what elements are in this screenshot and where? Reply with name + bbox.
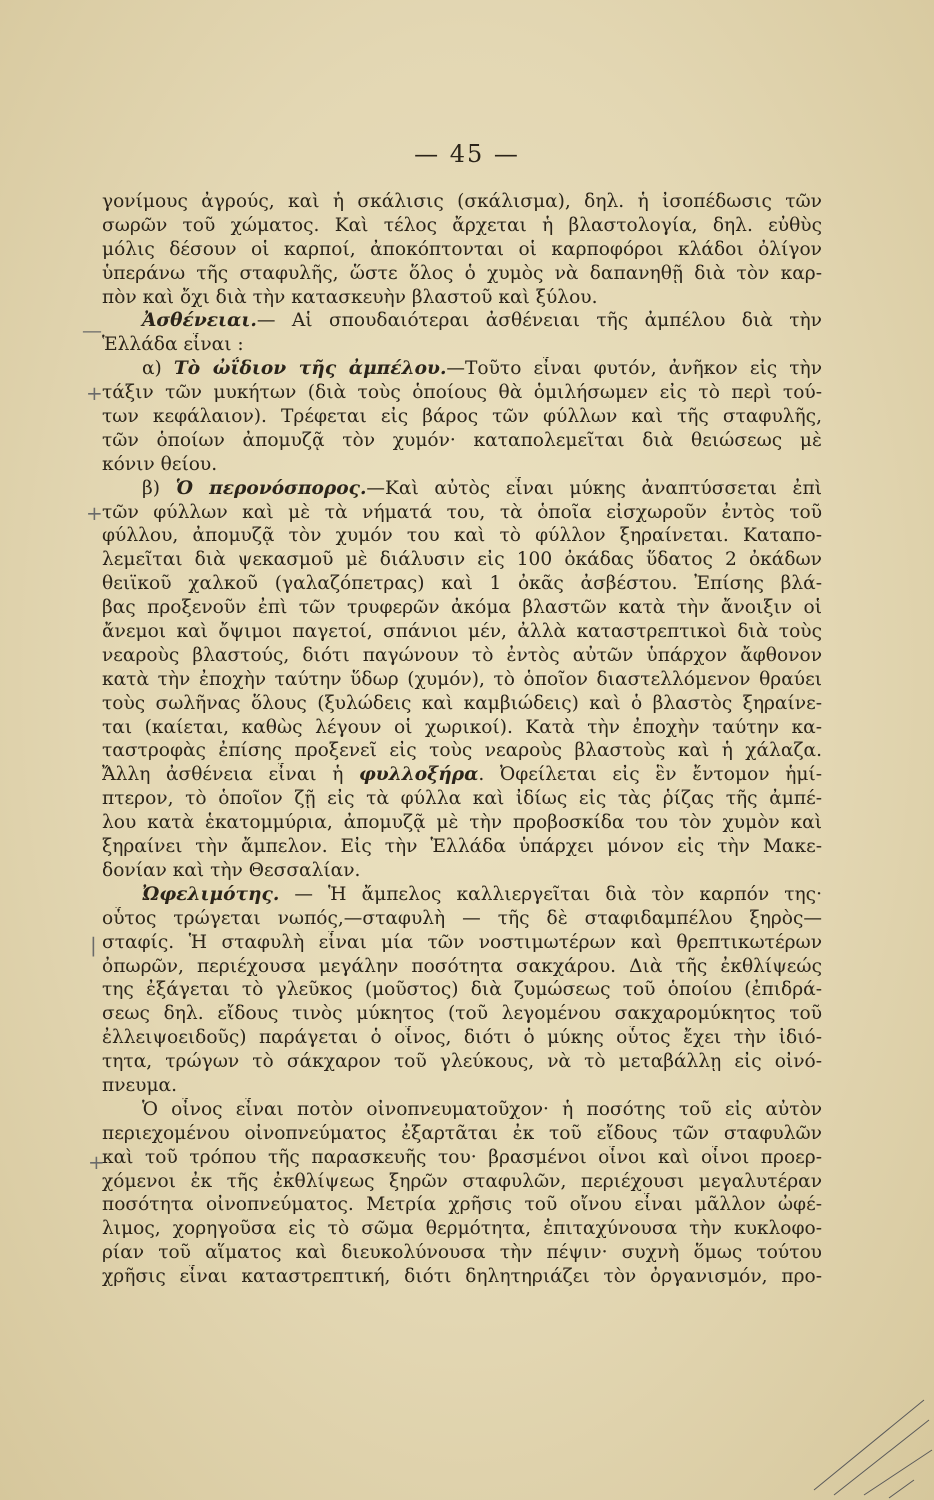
text-line xyxy=(102,1026,822,1050)
line-text: ποσότητα οἰνοπνεύματος. Μετρία χρῆσις τοῦ οἴνου εἶναι μᾶλλον ὠφέ- xyxy=(102,1194,822,1216)
section-heading: Τὸ ὠΐδιον τῆς ἀμπέλου. xyxy=(173,358,447,380)
text-line xyxy=(102,763,822,787)
line-text: ται (καίεται, καθὼς λέγουν οἱ χωρικοί). Κατὰ τὴν ἐποχὴν ταύτην κα- xyxy=(102,716,822,738)
line-text: ὀπωρῶν, περιέχουσα μεγάλην ποσότητα σακχάρου. Διὰ τῆς ἐκθλίψεώς xyxy=(102,955,822,977)
line-text: τῶν ὁποίων ἀπομυζᾷ τὸν χυμόν· καταπολεμεῖται διὰ θειώσεως μὲ xyxy=(102,429,822,451)
text-line xyxy=(102,787,822,811)
line-text: των κεφάλαιον). Τρέφεται εἰς βάρος τῶν φύλλων καὶ τῆς σταφυλῆς, xyxy=(102,406,822,428)
line-text: σωρῶν τοῦ χώματος. Καὶ τέλος ἄρχεται ἡ βλαστολογία, δηλ. εὐθὺς xyxy=(102,214,822,236)
line-text: Ὁ οἶνος εἶναι ποτὸν οἰνοπνευματοῦχον· ἡ ποσότης τοῦ εἰς αὐτὸν xyxy=(142,1098,822,1120)
line-text: πνευμα. xyxy=(102,1074,178,1096)
pencil-scribble-corner xyxy=(794,1380,934,1500)
text-line xyxy=(102,190,822,214)
line-text: θειϊκοῦ χαλκοῦ (γαλαζόπετρας) καὶ 1 ὀκᾶς ἀσβέστου. Ἐπίσης βλά- xyxy=(102,573,822,595)
text-line xyxy=(102,238,822,262)
text-line xyxy=(102,1265,822,1289)
line-text: της ἐξάγεται τὸ γλεῦκος (μοῦστος) διὰ ζυμώσεως τοῦ ὁποίου (ἐπιδρά- xyxy=(102,979,822,1001)
line-text: σεως δηλ. εἴδους τινὸς μύκητος (τοῦ λεγομένου σακχαρομύκητος τοῦ xyxy=(102,1003,822,1025)
text-line xyxy=(102,811,822,835)
text-line xyxy=(102,668,822,692)
pencil-mark: — xyxy=(82,318,102,342)
line-text: Ἄλλη ἀσθένεια εἶναι ἡ xyxy=(102,764,359,786)
text-line xyxy=(102,596,822,620)
line-text: τοὺς σωλῆνας ὅλους (ξυλώδεις καὶ καμβιώδεις) καὶ ὁ βλαστὸς ξηραίνε- xyxy=(102,692,822,714)
line-text: πὸν καὶ ὄχι διὰ τὴν κατασκευὴν βλαστοῦ καὶ ξύλου. xyxy=(102,286,598,308)
text-line xyxy=(102,572,822,596)
text-line xyxy=(102,453,822,477)
text-line xyxy=(102,262,822,286)
emphasized-term: φυλλοξήρα xyxy=(358,764,479,786)
line-text: — Αἱ σπουδαιότεραι ἀσθένειαι τῆς ἀμπέλου διὰ τὴν xyxy=(256,310,822,332)
line-text: —Τοῦτο εἶναι φυτόν, ἀνῆκον εἰς τὴν xyxy=(446,358,822,380)
text-line xyxy=(102,1146,822,1170)
line-text: λου κατὰ ἑκατομμύρια, ἀπομυζᾷ μὲ τὴν προβοσκίδα του τὸν χυμὸν καὶ xyxy=(102,812,822,834)
text-line xyxy=(102,1050,822,1074)
text-line xyxy=(102,620,822,644)
pencil-mark: + xyxy=(88,1150,105,1174)
line-text: χρῆσις εἶναι καταστρεπτική, διότι δηλητηριάζει τὸν ὀργανισμόν, προ- xyxy=(102,1266,822,1288)
line-text: νεαροὺς βλαστούς, διότι παγώνουν τὸ ἐντὸς αὐτῶν ὑπάρχον ἄφθονον xyxy=(102,644,822,666)
section-heading: Ὁ περονόσπορος. xyxy=(175,477,367,499)
line-text: —Καὶ αὐτὸς εἶναι μύκης ἀναπτύσσεται ἐπὶ xyxy=(366,477,822,499)
line-text: δονίαν καὶ τὴν Θεσσαλίαν. xyxy=(102,859,361,881)
text-line xyxy=(102,1193,822,1217)
text-line xyxy=(102,1170,822,1194)
text-line xyxy=(102,835,822,859)
text-line xyxy=(102,1122,822,1146)
line-text: λιμος, χορηγοῦσα εἰς τὸ σῶμα θερμότητα, ἐπιταχύνουσα τὴν κυκλοφο- xyxy=(102,1218,822,1240)
line-text: φύλλου, ἀπομυζᾷ τὸν χυμόν του καὶ τὸ φύλλον ξηραίνεται. Καταπο- xyxy=(102,525,822,547)
text-line xyxy=(102,644,822,668)
text-line xyxy=(102,739,822,763)
line-text: Ἑλλάδα εἶναι : xyxy=(102,334,244,356)
text-line xyxy=(102,716,822,740)
line-text: πτερον, τὸ ὁποῖον ζῇ εἰς τὰ φύλλα καὶ ἰδίως εἰς τὰς ῥίζας τῆς ἀμπέ- xyxy=(102,788,822,810)
line-text: — Ἡ ἄμπελος καλλιεργεῖται διὰ τὸν καρπόν της· xyxy=(279,883,822,905)
text-line xyxy=(102,333,822,357)
text-line xyxy=(102,381,822,405)
text-line xyxy=(102,1098,822,1122)
line-text: περιεχομένου οἰνοπνεύματος ἐξαρτᾶται ἐκ τοῦ εἴδους τῶν σταφυλῶν xyxy=(102,1122,822,1144)
line-text: ξηραίνει τὴν ἄμπελον. Εἰς τὴν Ἑλλάδα ὑπάρχει μόνον εἰς τὴν Μακε- xyxy=(102,836,822,858)
text-line xyxy=(102,524,822,548)
pencil-mark: + xyxy=(86,501,103,525)
text-line xyxy=(102,357,822,381)
text-line xyxy=(102,978,822,1002)
line-text: βας προξενοῦν ἐπὶ τῶν τρυφερῶν ἀκόμα βλαστῶν κατὰ τὴν ἄνοιξιν οἱ xyxy=(102,597,822,619)
page-number: — 45 — xyxy=(414,140,520,168)
text-line xyxy=(102,907,822,931)
line-text: ταστροφὰς ἐπίσης προξενεῖ εἰς τοὺς νεαροὺς βλαστοὺς καὶ ἡ χάλαζα. xyxy=(102,740,822,762)
line-text: τάξιν τῶν μυκήτων (διὰ τοὺς ὁποίους θὰ ὁμιλήσωμεν εἰς τὸ περὶ τού- xyxy=(102,382,822,404)
pencil-mark: + xyxy=(86,381,103,405)
line-text: κατὰ τὴν ἐποχὴν ταύτην ὕδωρ (χυμόν), τὸ ὁποῖον διαστελλόμενον θραύει xyxy=(102,668,822,690)
text-line xyxy=(102,429,822,453)
section-heading: Ὠφελιμότης. xyxy=(142,883,280,905)
line-text: σταφίς. Ἡ σταφυλὴ εἶναι μία τῶν νοστιμωτέρων καὶ θρεπτικωτέρων xyxy=(102,931,822,953)
line-text: τῶν φύλλων καὶ μὲ τὰ νήματά του, τὰ ὁποῖα εἰσχωροῦν ἐντὸς τοῦ xyxy=(102,501,822,523)
text-line xyxy=(102,931,822,955)
text-line xyxy=(102,1002,822,1026)
list-marker: β) xyxy=(142,477,176,499)
text-line xyxy=(102,1217,822,1241)
text-line xyxy=(102,1241,822,1265)
text-line xyxy=(102,692,822,716)
text-line xyxy=(102,477,822,501)
line-text: ἐλλειψοειδοῦς) παράγεται ὁ οἶνος, διότι ὁ μύκης οὗτος ἔχει τὴν ἰδιό- xyxy=(102,1027,822,1049)
text-line xyxy=(102,286,822,310)
line-text: . Ὀφείλεται εἰς ἓν ἔντομον ἡμί- xyxy=(478,764,822,786)
section-heading: Ἀσθένειαι. xyxy=(142,310,257,332)
body-text xyxy=(102,190,822,1289)
text-line xyxy=(102,955,822,979)
line-text: χόμενοι ἐκ τῆς ἐκθλίψεως ξηρῶν σταφυλῶν, περιέχουσι μεγαλυτέραν xyxy=(102,1170,822,1192)
line-text: οὗτος τρώγεται νωπός,—σταφυλὴ — τῆς δὲ σταφιδαμπέλου ξηρὸς— xyxy=(102,907,822,929)
line-text: ρίαν τοῦ αἵματος καὶ διευκολύνουσα τὴν πέψιν· συχνὴ ὅμως τούτου xyxy=(102,1242,822,1264)
line-text: τητα, τρώγων τὸ σάκχαρον τοῦ γλεύκους, νὰ τὸ μεταβάλλῃ εἰς οἰνό- xyxy=(102,1051,822,1073)
line-text: γονίμους ἀγρούς, καὶ ἡ σκάλισις (σκάλισμα), δηλ. ἡ ἰσοπέδωσις τῶν xyxy=(102,191,822,212)
text-line xyxy=(102,214,822,238)
text-line xyxy=(102,309,822,333)
text-line xyxy=(102,883,822,907)
line-text: λεμεῖται διὰ ψεκασμοῦ μὲ διάλυσιν εἰς 100 ὀκάδας ὕδατος 2 ὀκάδων xyxy=(102,549,822,571)
text-line xyxy=(102,548,822,572)
line-text: ἄνεμοι καὶ ὄψιμοι παγετοί, σπάνιοι μέν, ἀλλὰ καταστρεπτικοὶ διὰ τοὺς xyxy=(102,621,822,643)
text-line xyxy=(102,405,822,429)
pencil-mark: | xyxy=(90,933,97,957)
line-text: καὶ τοῦ τρόπου τῆς παρασκευῆς του· βρασμένοι οἶνοι καὶ οἶνοι προερ- xyxy=(102,1146,822,1168)
text-line xyxy=(102,1074,822,1098)
line-text: ὑπεράνω τῆς σταφυλῆς, ὥστε ὅλος ὁ χυμὸς νὰ δαπανηθῇ διὰ τὸν καρ- xyxy=(102,262,822,284)
line-text: κόνιν θείου. xyxy=(102,453,218,475)
text-line xyxy=(102,501,822,525)
list-marker: α) xyxy=(142,358,174,380)
text-line xyxy=(102,859,822,883)
line-text: μόλις δέσουν οἱ καρποί, ἀποκόπτονται οἱ καρποφόροι κλάδοι ὀλίγον xyxy=(102,238,822,260)
